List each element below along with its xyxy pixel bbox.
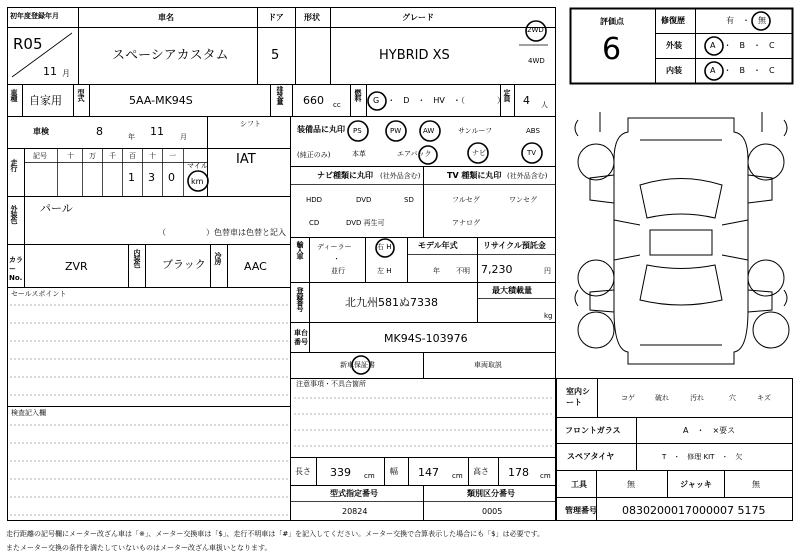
spare-label: スペアタイヤ xyxy=(567,452,615,461)
digit-header: 百 xyxy=(129,152,136,160)
digit-header: 十 xyxy=(67,152,74,160)
height-unit: cm xyxy=(540,472,551,480)
windshield-label: フロントガラス xyxy=(565,426,621,435)
shift-value: IAT xyxy=(236,152,256,167)
navi-dvd-playable: DVD 再生可 xyxy=(346,219,385,227)
mileage-mark-label: 記号 xyxy=(33,152,47,160)
type-no-value: 20824 xyxy=(342,507,368,516)
first-reg-month: 11 xyxy=(43,65,57,78)
capacity-value: 4 xyxy=(523,94,530,107)
exterior-label: 外装 xyxy=(666,41,682,50)
equip-leather: 本革 xyxy=(352,150,366,158)
score-label: 評価点 xyxy=(600,17,624,26)
capacity-unit: 人 xyxy=(541,101,548,109)
navi-sd: SD xyxy=(404,196,414,204)
digit-header: 十 xyxy=(149,152,156,160)
digit-header: 一 xyxy=(169,152,176,160)
class-no-value: 0005 xyxy=(482,507,503,516)
navi-cd: CD xyxy=(309,219,320,227)
import-label: 輸入車 xyxy=(296,241,304,259)
tv-analog: アナログ xyxy=(452,219,480,227)
model-value: 5AA-MK94S xyxy=(129,94,193,107)
color-code-label: カラーNo. xyxy=(9,256,23,282)
displacement-unit: cc xyxy=(333,101,341,109)
unit-km: km xyxy=(191,177,204,186)
digit-header: 万 xyxy=(89,152,96,160)
mgmt-label: 管理番号 xyxy=(565,506,597,515)
car-diagram xyxy=(575,112,789,364)
digit-header: 千 xyxy=(109,152,116,160)
interior-score-label: 内装 xyxy=(666,66,682,75)
repair-label: 修復歴 xyxy=(661,16,685,25)
import-dot: ・ xyxy=(333,255,340,263)
navi-hdd: HDD xyxy=(306,196,323,204)
chassis-value: MK94S-103976 xyxy=(384,332,468,345)
max-load-unit: kg xyxy=(544,312,553,320)
length-value: 339 xyxy=(330,466,351,479)
import-dealer: ディーラー xyxy=(317,243,352,251)
mileage-label: 走行 xyxy=(10,159,18,171)
import-right-hand: 右 H xyxy=(377,243,392,251)
width-value: 147 xyxy=(418,466,439,479)
score-value: 6 xyxy=(602,32,622,67)
body-label: 形状 xyxy=(304,13,320,22)
grade: HYBRID XS xyxy=(379,48,450,63)
import-left-hand: 左 H xyxy=(377,267,392,275)
mileage-digit: 3 xyxy=(148,171,155,184)
length-label: 長さ xyxy=(295,467,311,476)
navi-type-sub: (社外品含む) xyxy=(380,172,421,180)
mileage-digit: 1 xyxy=(128,171,135,184)
tv-type-sub: (社外品含む) xyxy=(507,172,548,180)
width-label: 幅 xyxy=(390,467,398,476)
equip-tv: TV xyxy=(527,149,537,157)
seat-tear: 破れ xyxy=(655,394,669,402)
equip-navi: ナビ xyxy=(472,149,486,157)
equip-airbag: エアバック xyxy=(397,150,432,158)
equip-pw: PW xyxy=(390,127,402,135)
seat-burn: コゲ xyxy=(621,394,635,402)
drive-4wd: 4WD xyxy=(528,57,545,65)
inspection-year: 8 xyxy=(96,125,103,138)
ac-value: AAC xyxy=(244,260,267,273)
color-label: 外装色 xyxy=(10,205,18,223)
color-code: ZVR xyxy=(65,260,88,273)
capacity-label: 定員 xyxy=(503,89,511,101)
inspector-label: 検査記入欄 xyxy=(11,409,46,417)
tools-label: 工具 xyxy=(571,480,587,489)
navi-type-header: ナビ種類に丸印 xyxy=(317,171,373,180)
plate-value: 北九州581ぬ7338 xyxy=(345,296,438,309)
equip-sunroof: サンルーフ xyxy=(458,127,493,135)
equipment-label: 装備品に丸印 xyxy=(297,125,345,134)
tv-type-header: TV 種類に丸印 xyxy=(447,171,502,180)
seat-scratch: キズ xyxy=(757,394,771,402)
grade-label: グレード xyxy=(402,13,434,22)
door-label: ドア xyxy=(268,13,284,22)
first-reg-label: 初年度登録年月 xyxy=(10,12,59,20)
recycle-unit: 円 xyxy=(544,267,551,275)
use-label: 車種 xyxy=(10,89,18,101)
seat-hole: 穴 xyxy=(729,394,736,402)
sales-point-label: セールスポイント xyxy=(11,290,67,298)
jack-value: 無 xyxy=(752,480,760,489)
length-unit: cm xyxy=(364,472,375,480)
interior-label: 内装色 xyxy=(133,249,141,267)
equip-aw: AW xyxy=(423,127,435,135)
equip-ps: PS xyxy=(353,127,362,135)
equip-abs: ABS xyxy=(526,127,540,135)
class-no-label: 類別区分番号 xyxy=(467,489,515,498)
color-note: （ ）色替車は色替と記入 xyxy=(158,228,286,237)
fuel-options: G ・ D ・ HV ・（ ） xyxy=(373,96,505,105)
tv-oneseg: ワンセグ xyxy=(509,196,537,204)
warranty-card: 新車保証書 xyxy=(340,361,375,369)
model-year-label: モデル年式 xyxy=(418,241,458,250)
plate-label: 登録番号 xyxy=(296,287,304,311)
navi-dvd: DVD xyxy=(356,196,372,204)
recycle-value: 7,230 xyxy=(481,263,513,276)
type-no-label: 型式指定番号 xyxy=(330,489,378,498)
use-value: 自家用 xyxy=(29,94,62,107)
height-value: 178 xyxy=(508,466,529,479)
jack-label: ジャッキ xyxy=(680,480,712,489)
max-load-label: 最大積載量 xyxy=(492,286,532,295)
tools-value: 無 xyxy=(627,480,635,489)
model-label: 型式 xyxy=(77,89,85,101)
repair-options: 有 ・ 無 xyxy=(726,16,766,25)
seat-dirt: 汚れ xyxy=(690,394,704,402)
unit-mile: マイル xyxy=(187,162,208,170)
displacement-value: 660 xyxy=(303,94,324,107)
spare-options: T ・ 修理 KIT ・ 欠 xyxy=(662,453,743,461)
exterior-options: A ・ B ・ C xyxy=(710,41,775,50)
ac-label: 冷房 xyxy=(214,252,222,264)
caution-label: 注意事項・不具合箇所 xyxy=(296,380,366,388)
displacement-label: 排気量 xyxy=(276,86,284,104)
shift-label: シフト xyxy=(240,120,261,128)
inspection-month-unit: 月 xyxy=(180,133,187,141)
color-value: パール xyxy=(40,202,73,215)
inspection-month: 11 xyxy=(150,125,164,138)
model-year-unit: 年 xyxy=(433,267,440,275)
car-name-label: 車名 xyxy=(158,13,174,22)
footer-line1: 走行距離の記号欄にメーター改ざん車は「※」、メーター交換車は「$」、走行不明車は「#」を記入してください。メーター交換で合算表示した場合にも「$」は必要です。 xyxy=(6,530,545,538)
mgmt-value: 0830200017000007 5175 xyxy=(622,504,766,517)
mileage-digit: 0 xyxy=(168,171,175,184)
interior-color: ブラック xyxy=(162,258,206,271)
tv-fullseg: フルセグ xyxy=(452,196,480,204)
width-unit: cm xyxy=(452,472,463,480)
recycle-label: リサイクル預託金 xyxy=(483,241,546,250)
first-reg-month-unit: 月 xyxy=(62,69,70,78)
drive-2wd: 2WD xyxy=(527,26,544,34)
doors: 5 xyxy=(271,48,280,63)
footer-line2: またメーター交換の条件を満たしていないものはメーター改ざん車扱いとなります。 xyxy=(6,544,272,552)
fuel-label: 燃料 xyxy=(354,89,362,101)
equipment-sublabel: (純正のみ) xyxy=(297,151,331,159)
seat-label: 室内シート xyxy=(566,387,590,407)
windshield-options: A ・ ×要ス xyxy=(683,426,736,435)
interior-options: A ・ B ・ C xyxy=(710,66,775,75)
first-reg-era: R05 xyxy=(13,35,43,53)
chassis-label: 車台番号 xyxy=(294,329,308,346)
inspection-label: 車検 xyxy=(33,127,49,136)
manual: 車両取説 xyxy=(474,361,502,369)
height-label: 高さ xyxy=(473,467,489,476)
model-year-unknown: 不明 xyxy=(456,267,470,275)
import-parallel: 並行 xyxy=(331,267,345,275)
car-name: スペーシアカスタム xyxy=(112,48,229,63)
inspection-year-unit: 年 xyxy=(128,133,135,141)
